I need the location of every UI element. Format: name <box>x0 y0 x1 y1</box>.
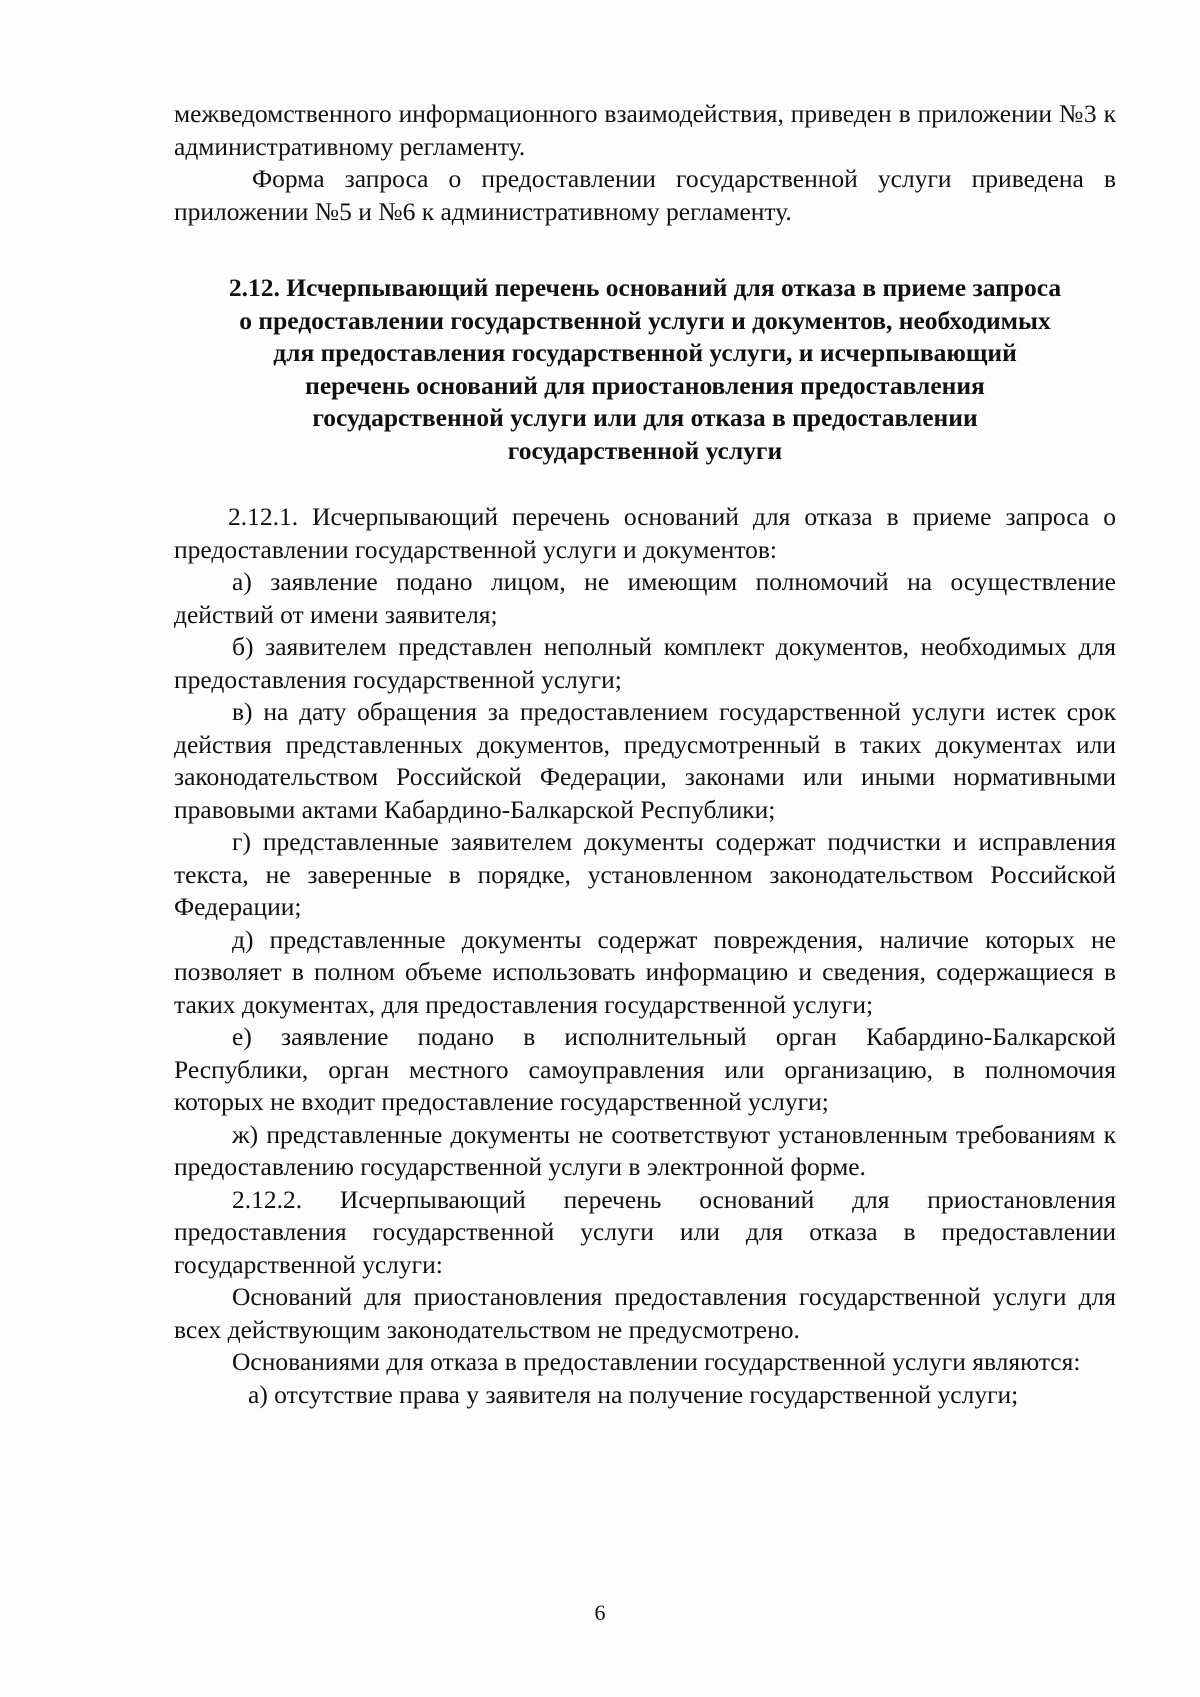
list-item: д) представленные документы содержат повреждения, наличие которых не позволяет в полном объеме использовать информацию и сведения, содержащиеся в таких документах, для предоставления государственной услуги; <box>174 924 1116 1019</box>
list-item: б) заявителем представлен неполный комплект документов, необходимых для предоставления государственной услуги; <box>174 632 1116 694</box>
page-number: 6 <box>594 1600 606 1625</box>
paragraph-form: Форма запроса о предоставлении государственной услуги приведена в приложении №5 и №6 к административному регламенту. <box>174 164 1116 226</box>
heading-line: перечень оснований для приостановления предоставления <box>305 370 985 400</box>
list-item: е) заявление подано в исполнительный орган Кабардино-Балкарской Республики, орган местного самоуправления или организацию, в полномочия которых не входит предоставление государственной услуги; <box>174 1022 1116 1116</box>
list-item: ж) представленные документы не соответствуют установленным требованиям к предоставлению государственной услуги в электронной форме. <box>174 1119 1116 1181</box>
list-item: г) представленные заявителем документы содержат подчистки и исправления текста, не заверенные в порядке, установленном законодательством Российской Федерации; <box>174 827 1116 921</box>
section-heading <box>174 272 1116 467</box>
paragraph-no-suspension: Оснований для приостановления предоставления государственной услуги для всех действующим законодательством не предусмотрено. <box>174 1282 1116 1344</box>
heading-line: 2.12. Исчерпывающий перечень оснований для отказа в приеме запроса <box>228 273 1062 302</box>
list-item: а) заявление подано лицом, не имеющим полномочий на осуществление действий от имени заявителя; <box>174 567 1116 629</box>
paragraph-refusal-grounds: Основаниями для отказа в предоставлении государственной услуги являются: <box>232 1347 1081 1376</box>
heading-line: государственной услуги или для отказа в предоставлении <box>312 403 978 432</box>
heading-line: для предоставления государственной услуги, и исчерпывающий <box>273 338 1017 367</box>
paragraph-2-12-1: 2.12.1. Исчерпывающий перечень оснований для отказа в приеме запроса о предоставлении государственной услуги и документов: <box>174 502 1116 564</box>
list-item-refusal-a: а) отсутствие права у заявителя на получение государственной услуги; <box>248 1379 1019 1409</box>
heading-line: о предоставлении государственной услуги и документов, необходимых <box>239 305 1051 335</box>
paragraph-2-12-2: 2.12.2. Исчерпывающий перечень оснований для приостановления предоставления государственной услуги или для отказа в предоставлении государственной услуги: <box>174 1184 1116 1279</box>
document-body <box>174 98 1116 1411</box>
heading-line: государственной услуги <box>507 435 783 465</box>
paragraph-intro: межведомственного информационного взаимодействия, приведен в приложении №3 к административному регламенту. <box>174 99 1116 161</box>
list-item: в) на дату обращения за предоставлением государственной услуги истек срок действия представленных документов, предусмотренный в таких документах или законодательством Российской Федерации, законами или иными нормативными правовыми актами Кабардино-Балкарской Республики; <box>174 697 1116 824</box>
